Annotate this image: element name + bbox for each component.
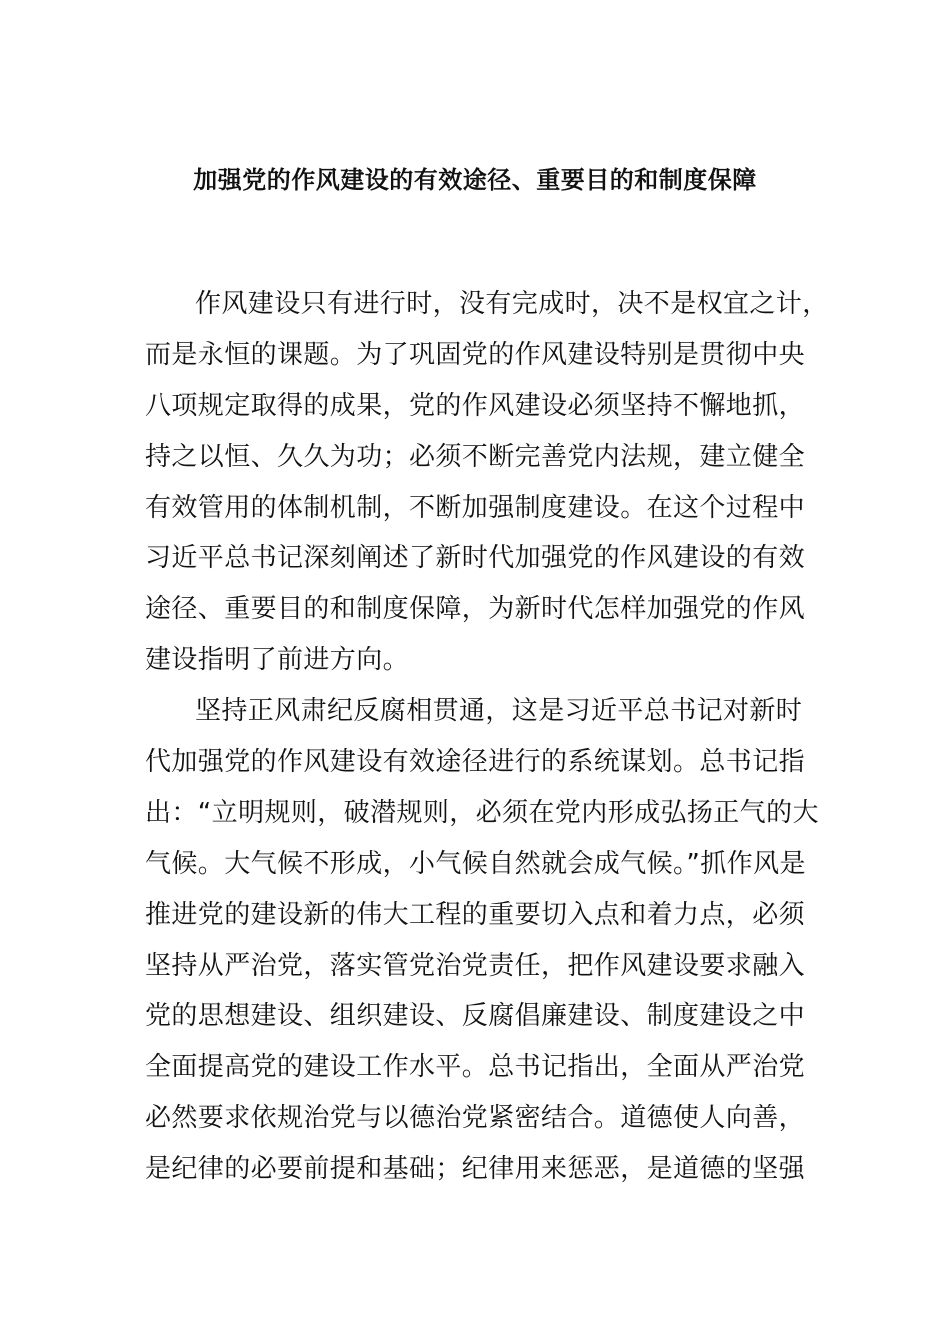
document-title: 加强党的作风建设的有效途径、重要目的和制度保障 — [193, 166, 757, 194]
paragraph-line: 作风建设只有进行时，没有完成时，决不是权宜之计， — [195, 289, 829, 319]
paragraph-line: 是纪律的必要前提和基础；纪律用来惩恶，是道德的坚强 — [145, 1154, 806, 1185]
paragraph-2 — [145, 686, 820, 1195]
paragraph-line: 代加强党的作风建设有效途径进行的系统谋划。总书记指 — [145, 747, 806, 778]
document-body — [145, 279, 829, 1195]
paragraph-line: 建设指明了前进方向。 — [145, 645, 410, 676]
paragraph-line: 出：“立明规则，破潜规则，必须在党内形成弘扬正气的大 — [145, 797, 819, 828]
paragraph-line: 而是永恒的课题。为了巩固党的作风建设特别是贯彻中央 — [145, 339, 806, 370]
paragraph-line: 全面提高党的建设工作水平。总书记指出，全面从严治党 — [145, 1052, 806, 1083]
paragraph-line: 推进党的建设新的伟大工程的重要切入点和着力点，必须 — [145, 899, 806, 930]
paragraph-line: 坚持正风肃纪反腐相贯通，这是习近平总书记对新时 — [195, 696, 803, 727]
paragraph-line: 党的思想建设、组织建设、反腐倡廉建设、制度建设之中 — [145, 1001, 806, 1032]
paragraph-line: 有效管用的体制机制，不断加强制度建设。在这个过程中 — [145, 492, 806, 523]
paragraph-line: 必然要求依规治党与以德治党紧密结合。道德使人向善， — [145, 1103, 806, 1134]
paragraph-line: 习近平总书记深刻阐述了新时代加强党的作风建设的有效 — [145, 543, 806, 574]
paragraph-line: 坚持从严治党，落实管党治党责任，把作风建设要求融入 — [145, 950, 806, 981]
paragraph-1 — [145, 279, 829, 686]
paragraph-line: 八项规定取得的成果，党的作风建设必须坚持不懈地抓， — [145, 390, 806, 421]
paragraph-line: 持之以恒、久久为功；必须不断完善党内法规，建立健全 — [145, 441, 806, 472]
paragraph-line: 途径、重要目的和制度保障，为新时代怎样加强党的作风 — [145, 594, 806, 625]
paragraph-line: 气候。大气候不形成，小气候自然就会成气候。”抓作风是 — [145, 848, 806, 879]
